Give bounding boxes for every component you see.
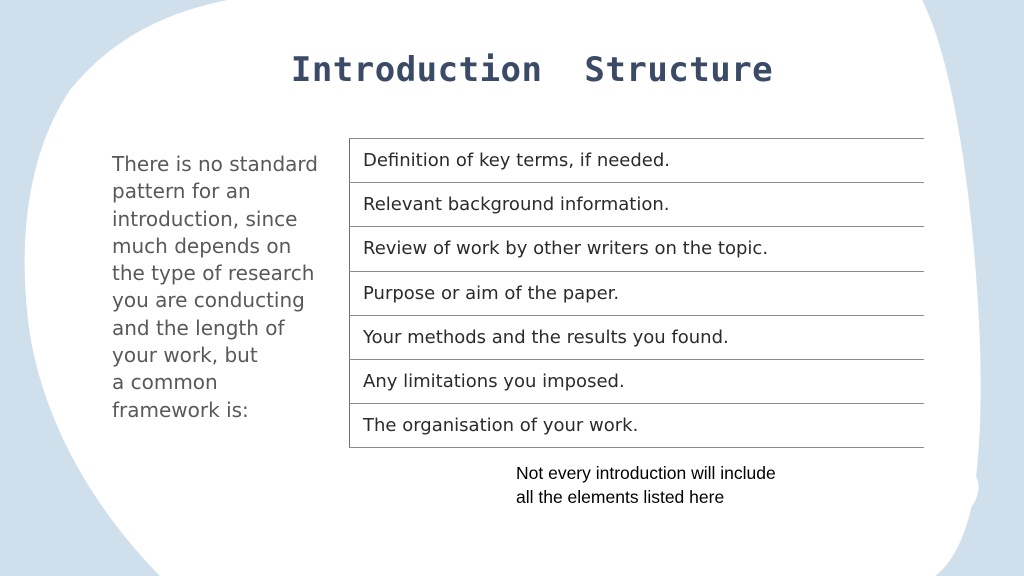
structure-table [349, 138, 924, 448]
table-row [350, 404, 925, 448]
table-cell: Definition of key terms, if needed. [350, 139, 925, 183]
intro-line: pattern for an [112, 179, 251, 204]
table-cell: Any limitations you imposed. [350, 359, 925, 403]
intro-line: a common [112, 370, 218, 395]
intro-paragraph [112, 151, 337, 424]
intro-line: framework is: [112, 397, 249, 422]
intro-line: much depends on [112, 233, 292, 258]
table-row [350, 139, 925, 183]
intro-line: introduction, since [112, 206, 298, 231]
table-row [350, 359, 925, 403]
table-cell: Your methods and the results you found. [350, 315, 925, 359]
intro-line: the type of research [112, 261, 315, 286]
footnote-text [516, 462, 836, 509]
table-cell: Review of work by other writers on the topic. [350, 227, 925, 271]
note-line: all the elements listed here [516, 486, 725, 507]
table-row [350, 315, 925, 359]
table-cell: Purpose or aim of the paper. [350, 271, 925, 315]
intro-line: and the length of [112, 315, 285, 340]
note-line: Not every introduction will include [516, 463, 776, 483]
intro-line: you are conducting [112, 288, 305, 313]
table-row [350, 227, 925, 271]
intro-line: your work, but [112, 343, 258, 368]
intro-line: There is no standard [112, 152, 318, 176]
table-row [350, 271, 925, 315]
slide-title: Introduction Structure [290, 50, 774, 90]
table-cell: Relevant background information. [350, 183, 925, 227]
table-row [350, 183, 925, 227]
table-cell: The organisation of your work. [350, 404, 925, 448]
